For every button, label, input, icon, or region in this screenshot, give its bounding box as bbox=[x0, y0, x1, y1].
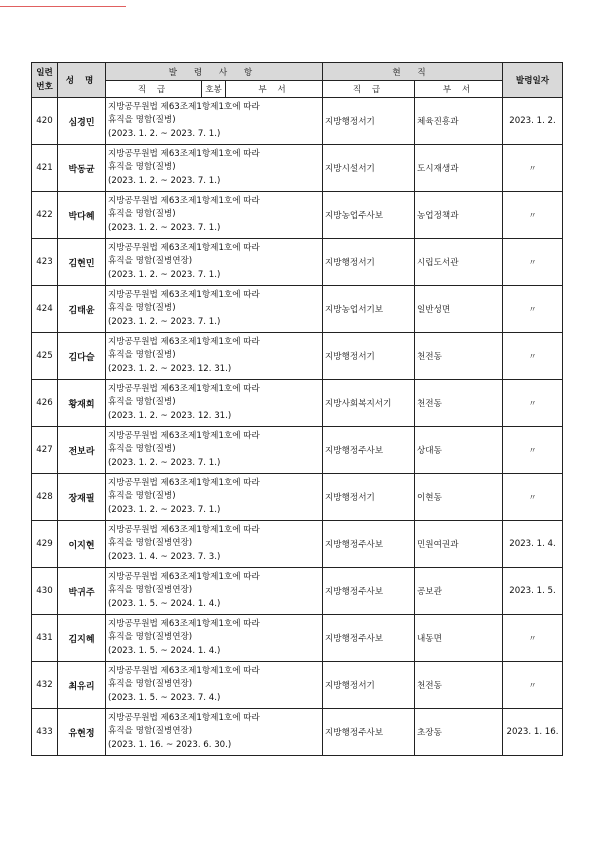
row-order-date: 〃 bbox=[503, 474, 563, 521]
row-current-dept: 천전동 bbox=[415, 380, 503, 427]
row-name: 김현민 bbox=[58, 239, 106, 286]
row-current-grade: 지방행정서기 bbox=[323, 662, 415, 709]
row-order-text bbox=[106, 286, 323, 333]
row-order-text bbox=[106, 239, 323, 286]
row-order-line1: 지방공무원법 제63조제1항제1호에 따라 bbox=[108, 665, 260, 676]
row-current-dept: 민원여권과 bbox=[415, 521, 503, 568]
header-current-group: 현 직 bbox=[323, 63, 503, 81]
row-order-date: 2023. 1. 16. bbox=[503, 709, 563, 756]
row-name: 전보라 bbox=[58, 427, 106, 474]
row-name: 황재희 bbox=[58, 380, 106, 427]
table-row bbox=[32, 239, 563, 286]
row-order-line3: (2023. 1. 2. ~ 2023. 7. 1.) bbox=[108, 175, 221, 186]
row-name: 박동균 bbox=[58, 145, 106, 192]
row-name: 심경민 bbox=[58, 98, 106, 145]
row-order-line3: (2023. 1. 2. ~ 2023. 12. 31.) bbox=[108, 410, 232, 421]
header-order-dept: 부 서 bbox=[226, 81, 323, 98]
header-serial-no-line1: 일련 bbox=[36, 68, 53, 78]
row-serial-no: 433 bbox=[32, 709, 58, 756]
row-serial-no: 428 bbox=[32, 474, 58, 521]
row-order-line3: (2023. 1. 2. ~ 2023. 7. 1.) bbox=[108, 128, 221, 139]
row-order-line1: 지방공무원법 제63조제1항제1호에 따라 bbox=[108, 571, 260, 582]
row-order-date: 〃 bbox=[503, 192, 563, 239]
row-order-line2: 휴직을 명함(질병) bbox=[108, 397, 176, 408]
row-order-line2: 휴직을 명함(질병) bbox=[108, 115, 176, 126]
row-name: 김지혜 bbox=[58, 615, 106, 662]
row-current-dept: 천전동 bbox=[415, 662, 503, 709]
header-current-grade: 직 급 bbox=[323, 81, 415, 98]
table-row bbox=[32, 568, 563, 615]
table-row bbox=[32, 98, 563, 145]
row-current-dept: 일반성면 bbox=[415, 286, 503, 333]
row-current-dept: 체육진흥과 bbox=[415, 98, 503, 145]
header-name: 성 명 bbox=[58, 63, 106, 98]
row-current-grade: 지방행정주사보 bbox=[323, 427, 415, 474]
row-order-line2: 휴직을 명함(질병연장) bbox=[108, 585, 193, 596]
row-order-line1: 지방공무원법 제63조제1항제1호에 따라 bbox=[108, 430, 260, 441]
row-order-text bbox=[106, 145, 323, 192]
row-order-line1: 지방공무원법 제63조제1항제1호에 따라 bbox=[108, 524, 260, 535]
row-order-line1: 지방공무원법 제63조제1항제1호에 따라 bbox=[108, 336, 260, 347]
row-order-text bbox=[106, 521, 323, 568]
row-order-line2: 휴직을 명함(질병) bbox=[108, 491, 176, 502]
row-current-dept: 상대동 bbox=[415, 427, 503, 474]
row-serial-no: 429 bbox=[32, 521, 58, 568]
row-order-line2: 휴직을 명함(질병) bbox=[108, 350, 176, 361]
row-current-grade: 지방행정서기 bbox=[323, 474, 415, 521]
table-row bbox=[32, 145, 563, 192]
personnel-order-table bbox=[31, 62, 563, 756]
row-order-line1: 지방공무원법 제63조제1항제1호에 따라 bbox=[108, 242, 260, 253]
row-serial-no: 421 bbox=[32, 145, 58, 192]
row-serial-no: 423 bbox=[32, 239, 58, 286]
row-order-line3: (2023. 1. 5. ~ 2024. 1. 4.) bbox=[108, 598, 221, 609]
row-serial-no: 425 bbox=[32, 333, 58, 380]
row-serial-no: 432 bbox=[32, 662, 58, 709]
row-order-line3: (2023. 1. 5. ~ 2023. 7. 4.) bbox=[108, 692, 221, 703]
row-current-grade: 지방시설서기 bbox=[323, 145, 415, 192]
row-current-dept: 내동면 bbox=[415, 615, 503, 662]
row-order-line1: 지방공무원법 제63조제1항제1호에 따라 bbox=[108, 195, 260, 206]
row-name: 박귀주 bbox=[58, 568, 106, 615]
row-order-text bbox=[106, 380, 323, 427]
row-order-date: 〃 bbox=[503, 615, 563, 662]
row-order-line3: (2023. 1. 2. ~ 2023. 7. 1.) bbox=[108, 269, 221, 280]
row-current-dept: 농업정책과 bbox=[415, 192, 503, 239]
row-current-grade: 지방농업서기보 bbox=[323, 286, 415, 333]
row-current-grade: 지방행정주사보 bbox=[323, 709, 415, 756]
row-order-text bbox=[106, 662, 323, 709]
row-order-line1: 지방공무원법 제63조제1항제1호에 따라 bbox=[108, 289, 260, 300]
row-serial-no: 426 bbox=[32, 380, 58, 427]
row-current-grade: 지방행정주사보 bbox=[323, 568, 415, 615]
row-order-date: 〃 bbox=[503, 662, 563, 709]
table-row bbox=[32, 286, 563, 333]
row-current-dept: 초장동 bbox=[415, 709, 503, 756]
row-order-line3: (2023. 1. 2. ~ 2023. 7. 1.) bbox=[108, 457, 221, 468]
header-serial-no-line2: 번호 bbox=[36, 82, 53, 92]
table-body bbox=[32, 98, 563, 756]
row-order-date: 〃 bbox=[503, 239, 563, 286]
header-order-rank: 호봉 bbox=[202, 81, 226, 98]
row-order-line1: 지방공무원법 제63조제1항제1호에 따라 bbox=[108, 712, 260, 723]
row-name: 김다슬 bbox=[58, 333, 106, 380]
row-order-line1: 지방공무원법 제63조제1항제1호에 따라 bbox=[108, 383, 260, 394]
row-serial-no: 427 bbox=[32, 427, 58, 474]
row-order-line3: (2023. 1. 5. ~ 2024. 1. 4.) bbox=[108, 645, 221, 656]
table-row bbox=[32, 380, 563, 427]
table-row bbox=[32, 521, 563, 568]
row-order-line3: (2023. 1. 2. ~ 2023. 7. 1.) bbox=[108, 504, 221, 515]
row-order-line2: 휴직을 명함(질병) bbox=[108, 303, 176, 314]
row-current-dept: 이현동 bbox=[415, 474, 503, 521]
row-current-grade: 지방행정서기 bbox=[323, 98, 415, 145]
header-current-dept: 부 서 bbox=[415, 81, 503, 98]
row-order-text bbox=[106, 709, 323, 756]
row-name: 박다혜 bbox=[58, 192, 106, 239]
header-order-group: 발 령 사 항 bbox=[106, 63, 323, 81]
table-row bbox=[32, 192, 563, 239]
row-order-text bbox=[106, 474, 323, 521]
row-name: 최유리 bbox=[58, 662, 106, 709]
row-order-date: 2023. 1. 5. bbox=[503, 568, 563, 615]
row-name: 장재필 bbox=[58, 474, 106, 521]
table-row bbox=[32, 427, 563, 474]
row-order-line2: 휴직을 명함(질병연장) bbox=[108, 632, 193, 643]
row-order-date: 2023. 1. 4. bbox=[503, 521, 563, 568]
row-serial-no: 430 bbox=[32, 568, 58, 615]
row-current-grade: 지방행정주사보 bbox=[323, 615, 415, 662]
row-name: 김태윤 bbox=[58, 286, 106, 333]
header-date: 발령일자 bbox=[503, 63, 563, 98]
row-serial-no: 420 bbox=[32, 98, 58, 145]
row-serial-no: 424 bbox=[32, 286, 58, 333]
row-serial-no: 431 bbox=[32, 615, 58, 662]
row-name: 이지현 bbox=[58, 521, 106, 568]
header-rule bbox=[0, 6, 126, 7]
row-order-text bbox=[106, 427, 323, 474]
row-order-line2: 휴직을 명함(질병연장) bbox=[108, 679, 193, 690]
row-order-text bbox=[106, 615, 323, 662]
row-current-grade: 지방농업주사보 bbox=[323, 192, 415, 239]
row-order-date: 〃 bbox=[503, 286, 563, 333]
row-order-line2: 휴직을 명함(질병연장) bbox=[108, 726, 193, 737]
table-row bbox=[32, 709, 563, 756]
row-order-date: 〃 bbox=[503, 380, 563, 427]
header-order-grade: 직 급 bbox=[106, 81, 202, 98]
row-order-line2: 휴직을 명함(질병연장) bbox=[108, 538, 193, 549]
row-serial-no: 422 bbox=[32, 192, 58, 239]
header-serial-no bbox=[32, 63, 58, 98]
row-order-line2: 휴직을 명함(질병) bbox=[108, 162, 176, 173]
row-order-date: 〃 bbox=[503, 145, 563, 192]
row-order-date: 〃 bbox=[503, 427, 563, 474]
table-row bbox=[32, 662, 563, 709]
row-order-line3: (2023. 1. 2. ~ 2023. 12. 31.) bbox=[108, 363, 232, 374]
row-current-grade: 지방사회복지서기 bbox=[323, 380, 415, 427]
row-order-text bbox=[106, 333, 323, 380]
row-order-line2: 휴직을 명함(질병연장) bbox=[108, 256, 193, 267]
row-order-text bbox=[106, 568, 323, 615]
row-current-dept: 시립도서관 bbox=[415, 239, 503, 286]
row-current-dept: 천전동 bbox=[415, 333, 503, 380]
row-order-line2: 휴직을 명함(질병) bbox=[108, 444, 176, 455]
row-order-date: 2023. 1. 2. bbox=[503, 98, 563, 145]
row-order-line3: (2023. 1. 4. ~ 2023. 7. 3.) bbox=[108, 551, 221, 562]
row-current-dept: 공보관 bbox=[415, 568, 503, 615]
table-row bbox=[32, 474, 563, 521]
row-current-dept: 도시재생과 bbox=[415, 145, 503, 192]
row-order-text bbox=[106, 192, 323, 239]
row-order-line1: 지방공무원법 제63조제1항제1호에 따라 bbox=[108, 101, 260, 112]
row-order-line1: 지방공무원법 제63조제1항제1호에 따라 bbox=[108, 148, 260, 159]
row-order-line2: 휴직을 명함(질병) bbox=[108, 209, 176, 220]
row-name: 유현정 bbox=[58, 709, 106, 756]
table-row bbox=[32, 333, 563, 380]
row-order-text bbox=[106, 98, 323, 145]
table-row bbox=[32, 615, 563, 662]
table-header bbox=[32, 63, 563, 98]
row-order-date: 〃 bbox=[503, 333, 563, 380]
row-order-line3: (2023. 1. 2. ~ 2023. 7. 1.) bbox=[108, 316, 221, 327]
row-current-grade: 지방행정서기 bbox=[323, 239, 415, 286]
row-order-line3: (2023. 1. 16. ~ 2023. 6. 30.) bbox=[108, 739, 232, 750]
row-current-grade: 지방행정주사보 bbox=[323, 521, 415, 568]
row-order-line3: (2023. 1. 2. ~ 2023. 7. 1.) bbox=[108, 222, 221, 233]
row-current-grade: 지방행정서기 bbox=[323, 333, 415, 380]
row-order-line1: 지방공무원법 제63조제1항제1호에 따라 bbox=[108, 618, 260, 629]
row-order-line1: 지방공무원법 제63조제1항제1호에 따라 bbox=[108, 477, 260, 488]
